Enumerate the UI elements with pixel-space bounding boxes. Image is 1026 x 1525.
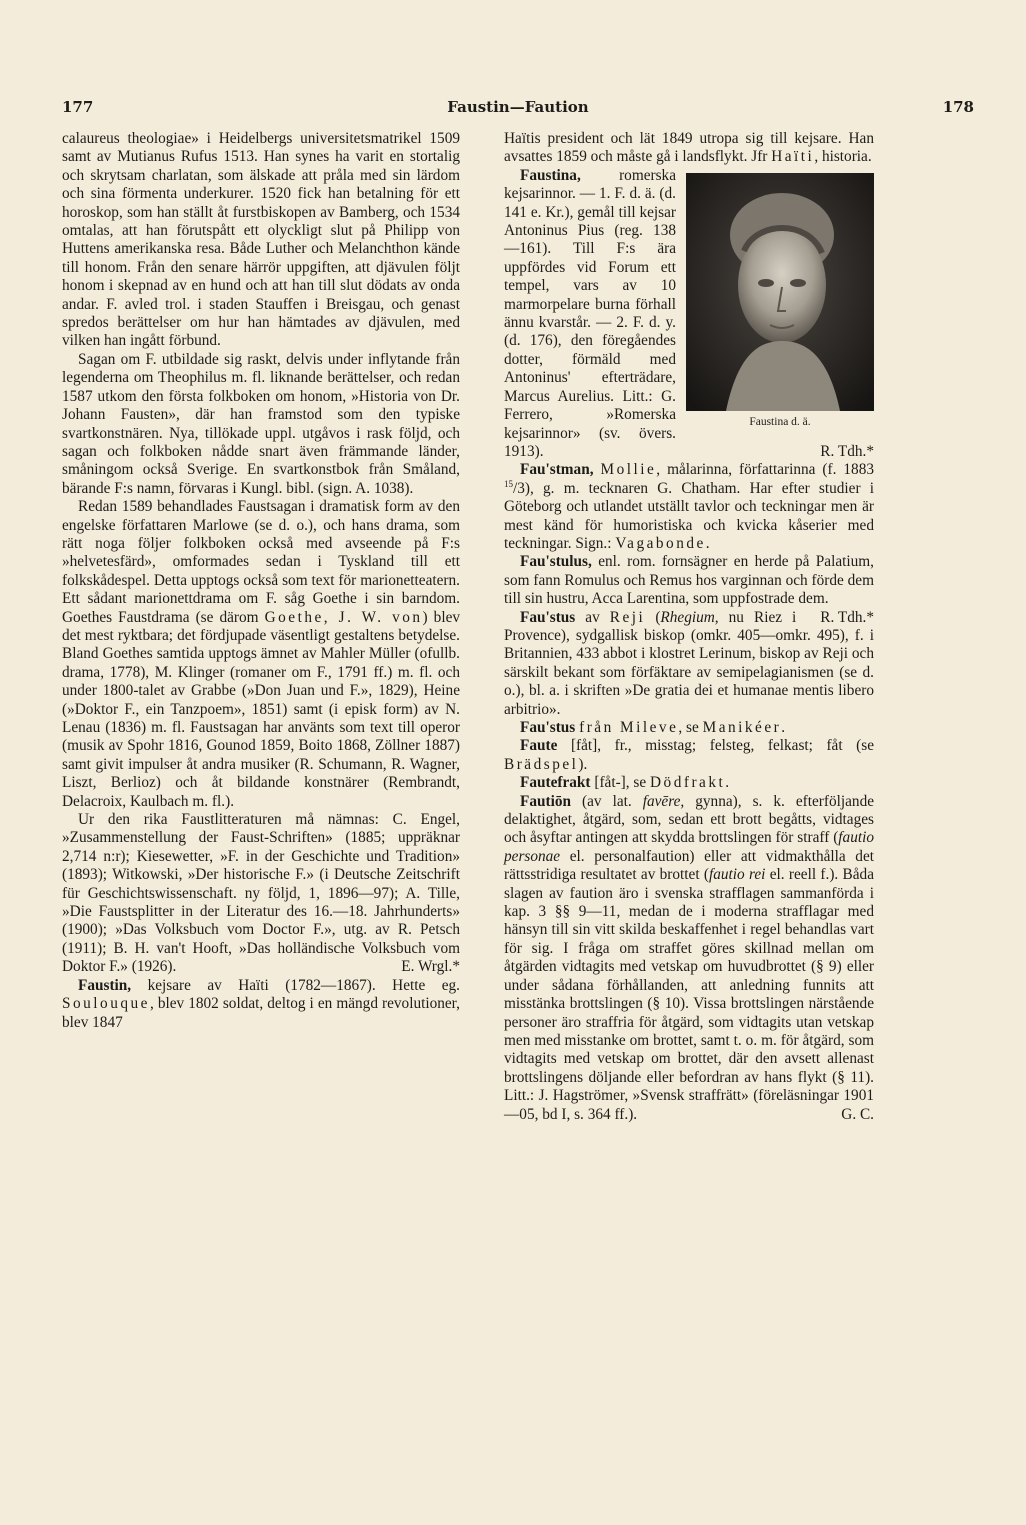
faustin-text-a: kejsare av Haïti (1782—1867). Hette eg. — [131, 976, 460, 994]
faust-literature — [62, 811, 460, 977]
headword-faustin: Faustin, — [78, 976, 132, 994]
faustina-signature: R. Tdh.* — [820, 442, 874, 460]
headword-faustus-2: Fau'stus — [520, 719, 576, 736]
faustina-text: romerska kejsarinnor. — 1. F. d. ä. (d. 141 e. Kr.), gemål till kejsar Antoninus Pius (reg. 138 —161). Till F:s ära uppfördes vid Forum ett tempel, vars av 10 marmorpelare burna förhall ännu kvarstår. — 2. F. d. y. (d. 176), den föregåendes dotter, förmäld med Antoninus' efterträdare, Marcus Aurelius. Litt.: G. Ferrero, »Romerska kejsarinnor» (sv. övers. 1913). — [504, 166, 676, 460]
running-header — [62, 98, 974, 122]
faution-text-c: el. personalfaution) eller att vidmakthålla det rättsstridiga resultatet av brottet ( — [504, 847, 874, 884]
left-column — [62, 130, 460, 1032]
faustulus-signature: R. Tdh.* — [820, 608, 874, 626]
entry-faustus-fran-mileve: Fau'stus från Mileve, se Manikéer. — [520, 719, 786, 736]
faust-paragraph-3a: Redan 1589 behandlades Faustsagan i dramatisk form av den engelske författaren Marlowe (se d. o.), och hans drama, som rätt noga följer folkboken också med avseende på F:s »helvetesfärd», omformades sedan i Tyskland till ett folkskådespel. Detta upptogs också som text för marionetteatern. Ett sådant marionettdrama om F. såg Goethe i sin barndom. Goethes Faustdrama (se därom — [62, 498, 460, 626]
faustman-text-a: , målarinna, författarinna (f. 1883 — [656, 461, 874, 479]
faution-text-b: gynna), s. k. efterföljande delaktighet, åtgärd, som, sedan ett brott begåtts, vidtages och åsyftar antingen att skydda brottslingen för straff ( — [504, 792, 875, 847]
faustman-text-b: ), g. m. tecknaren G. Chatham. Har efter studier i Göteborg och utlandet utställt tavlor och teckningar men är mest känd för humoristiska och kvicka kåserier med teckningar. Sign.: — [504, 479, 874, 552]
rhegium-italic: Rhegium, — [660, 608, 719, 626]
faustina-figure — [686, 173, 874, 429]
faustus-av: av — [575, 608, 610, 626]
faustin-text-b: , blev 1802 soldat, deltog i en mängd revolutioner, blev 1847 — [62, 995, 460, 1031]
entry-faustus-av-reji: Fau'stus av Reji (Rhegium, nu Riez i Provence), sydgallisk biskop (omkr. 405—omkr. 495), f. i Britannien, 433 abbot i klostret Lerinum, biskop av Reji och särskilt bekant som förfäktare av semipelagianismen (se d. o.), bl. a. i skriften »De gratia dei et humanae mentis libero arbitrio». — [504, 608, 874, 718]
faustus-text: nu Riez i Provence), sydgallisk biskop (omkr. 405—omkr. 495), f. i Britannien, 433 abbot i klostret Lerinum, biskop av Reji och särskilt bekant som förfäktare av semipelagianismen (se d. o.), bl. a. i skriften »De gratia dei et humanae mentis libero arbitrio». — [504, 608, 874, 718]
right-column — [504, 130, 874, 1124]
headword-faustina: Faustina, — [520, 166, 581, 184]
fautio-rei-italic: fautio rei — [709, 866, 766, 884]
fautio-personae-italic: fautio personae — [504, 829, 874, 865]
fran-mileve: från Mileve — [579, 719, 679, 736]
author-signature: E. Wrgl.* — [401, 958, 460, 976]
faution-text-d: el. reell f.). Båda slagen av faution äro i svenska strafflagen sammanförda i kap. 3 §§ 9—11, medan de i moderna strafflagar med hänsyn till sin vitt skilda beskaffenhet i regel behandlas vart för sig. I fråga om straffet göres skillnad mellan om åtgärden vidtagits med vetskap om huvudbrottet (§ 9) eller under sådana förhållanden, att anledning funnits att misstänka brottslingen (§ 10). Vissa brottslingen närstående personer äro straffria för åtgärd, som vidtagits utan vetskap men med misstanke om brottet, samt t. o. m. för åtgärd, som vidtagits med vetskap om brottet, där den avsett allenast brottslingens döljande eller befordran av hans flykt (§ 11). Litt.: J. Hagströmer, »Svensk straffrätt» (föreläsningar 1901—05, bd I, s. 364 ff.). — [504, 866, 874, 1123]
faust-literature-text: Ur den rika Faustlitteraturen må nämnas: C. Engel, »Zusammenstellung der Faust-Schriften» (1885; uppräknar 2,714 n:r); Kiesewetter, »F. in der Geschichte und Tradition» (1893); Witkowski, »Der historische F.» (i Deutsche Zeitschrift für Geschichtswissenschaft. ny följd, 1, 1896—97); A. Tille, »Die Faustsplitter in der Literatur des 16.—18. Jahrhunderts» (1900); »Das Volksbuch vom Doctor F.», utg. av R. Petsch (1911); B. H. van't Hooft, »Das holländische Volksbuch vom Doktor F.» (1926). — [62, 811, 460, 976]
faust-paragraph-2: Sagan om F. utbildade sig raskt, delvis under inflytande från legenderna om Theophilus m. fl. liknande berättelser, och redan 1587 utkom den första folkboken om honom, »Historia von Dr. Johann Fausten», där han framstod som den typiske svartkonstnären. Nya, tillökade uppl. utgåvos i rask följd, och sagan och folkboken nådde snart även främmande länder, småningom också Sverige. En svartkonstbok från Småland, bärande F:s namn, förvaras i Kungl. bibl. (sign. A. 1038). — [62, 350, 460, 497]
headword-faute: Faute — [520, 737, 558, 755]
entry-faution — [504, 793, 874, 1124]
dodfrakt-reference: Dödfrakt — [650, 774, 726, 792]
fautefrakt-text: [fåt-], se — [590, 774, 650, 792]
faust-paragraph-3b: ) blev det mest ryktbara; det fördjupade väsentligt gestaltens betydelse. Bland Goethes samtida upptogs ämnet av Mahler Müller (ofullb. drama, 1778), M. Klinger (romaner om F., 1791 ff.) m. fl. och under 1800-talet av Grabbe (»Don Juan und F.», 1829), Heine (»Doktor F., ein Tanzpoem», 1851) samt (i episk form) av N. Lenau (1836) m. fl. Faustsagan har använts som text till operor (musik av Spohr 1816, Gounod 1859, Boito 1868, Zöllner 1887) samt givit impulser åt andra musiker (R. Schumann, R. Wagner, Liszt, Berlioz) och åt bildande konstnärer (Rembrandt, Delacroix, Kaulbach m. fl.). — [62, 608, 461, 810]
headword-faustulus: Fau'stulus, — [520, 553, 592, 571]
entry-faustin — [62, 977, 460, 1032]
haiti-reference: Haïti — [771, 148, 815, 166]
reji-name: Reji — [609, 608, 646, 626]
page-number-left: 177 — [62, 98, 94, 116]
faustin-continuation-b: , historia. — [814, 148, 872, 166]
faution-signature: G. C. — [841, 1105, 874, 1123]
headword-faution: Fautiōn — [520, 792, 571, 810]
entry-faustman: Fau'stman, Mollie, målarinna, författarinna (f. 1883 $^{15}$/3), g. m. tecknaren G. Chatham. Har efter studier i Göteborg och utlandet utställt tavlor och teckningar men är mest känd för humoristiska och kvicka kåserier med teckningar. Sign.: Vagabonde. — [504, 461, 874, 552]
headword-fautefrakt: Fautefrakt — [520, 774, 591, 792]
faustman-date-sup: 15 — [504, 478, 513, 489]
faustulus-text: enl. rom. fornsägner en herde på Palatium, som fann Romulus och Remus hos varginnan och förde dem till sin hustru, Acca Larentina, som uppfostrade dem. — [504, 553, 874, 608]
headword-faustus: Fau'stus — [520, 608, 576, 626]
header-title: Faustin—Faution — [447, 98, 589, 116]
favere-italic: favēre, — [642, 792, 685, 810]
faustin-continuation — [504, 130, 874, 167]
entry-faute: Faute [fåt], fr., misstag; felsteg, felkast; fåt (se Brädspel). — [504, 737, 874, 773]
entry-fautefrakt: Fautefrakt [fåt-], se Dödfrakt. — [520, 774, 730, 792]
faust-paragraph-1: calaureus theologiae» i Heidelbergs universitetsmatrikel 1509 samt av Mutianus Rufus 1513. Han synes ha varit en stortalig och skrytsam charlatan, som älskade att pråla med sin lärdom och sina förmenta underkurer. 1520 fick han betalning för ett horoskop, som han ställt åt furstbiskopen av Bamberg, och 1534 omtalas, att han förutspått ett olyckligt slut på Philipp von Huttens amerikanska resa. Både Luther och Melanchthon kände till honom. Från den senare härrör uppgiften, att djävulen följt honom i skepnad av en hund och att han till slut dödats av onda andar. F. avled trol. i staden Stauffen i Breisgau, och genast spredos berättelser om hur han hämtades av djävulen, med vilken han ingått förbund. — [62, 130, 460, 350]
bradspel-reference: Brädspel — [504, 755, 579, 773]
faustina-portrait-image — [686, 173, 874, 411]
page-number-right: 178 — [942, 98, 974, 116]
soulouque-name: Soulouque — [62, 995, 150, 1013]
faustman-signature-name: Vagabonde — [615, 534, 706, 552]
faution-text-a: (av lat. — [571, 792, 643, 810]
faustus2-se: , se — [678, 719, 703, 736]
faustin-continuation-a: Haïtis president och lät 1849 utropa sig till kejsare. Han avsattes 1859 och måste gå i landsflykt. Jfr — [504, 130, 874, 166]
faust-paragraph-3 — [62, 498, 460, 811]
goethe-reference: Goethe, J. W. von — [264, 608, 423, 626]
headword-faustman: Fau'stman, — [520, 461, 594, 479]
manikeer-reference: Manikéer — [702, 719, 782, 736]
figure-caption: Faustina d. ä. — [749, 415, 811, 428]
faustman-date-frac: /3 — [513, 479, 525, 497]
portrait-bust-icon — [686, 173, 874, 411]
faute-text: [fåt], fr., misstag; felsteg, felkast; fåt (se — [557, 737, 874, 755]
faustman-first-name: Mollie — [600, 461, 657, 479]
